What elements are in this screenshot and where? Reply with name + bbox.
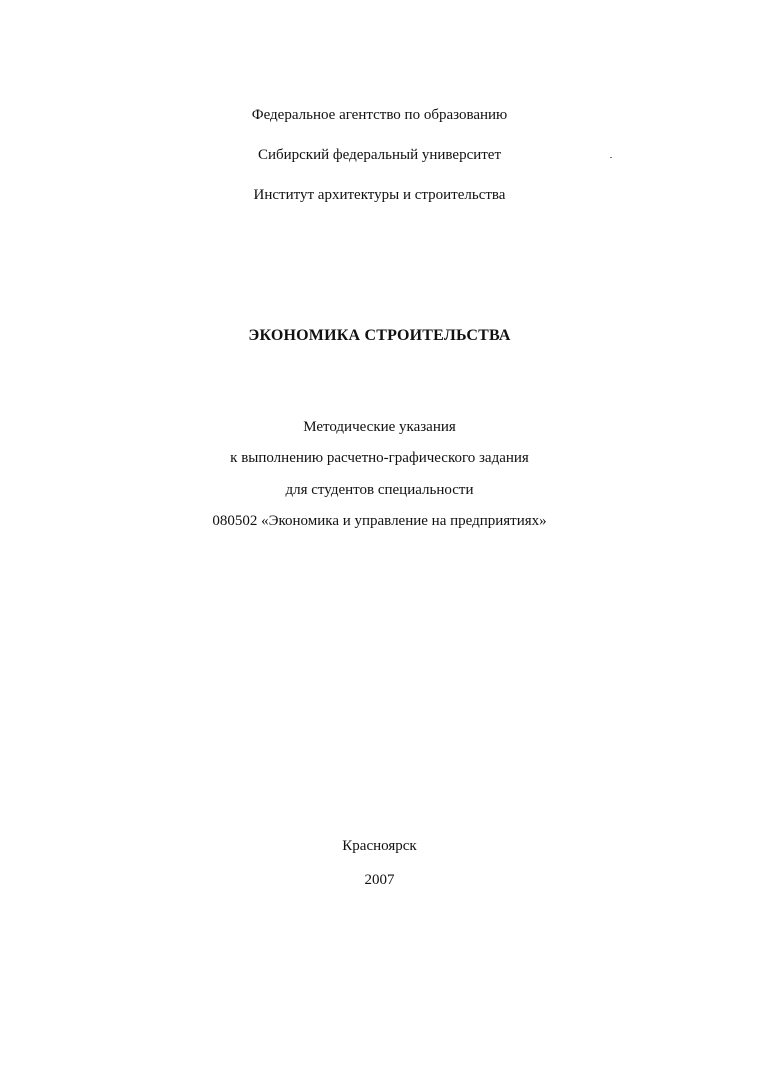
university-name: Сибирский федеральный университет (257, 147, 502, 163)
agency-name: Федеральное агентство по образованию (251, 107, 508, 123)
document-title: ЭКОНОМИКА СТРОИТЕЛЬСТВА (248, 327, 511, 344)
description-line-4: 080502 «Экономика и управление на предприятиях» (212, 513, 547, 529)
description-line-2: к выполнению расчетно-графического задания (230, 450, 529, 466)
description-line-1: Методические указания (303, 419, 456, 435)
institute-name: Институт архитектуры и строительства (253, 187, 506, 203)
city: Красноярск (342, 838, 417, 854)
scan-speck (610, 157, 612, 158)
description-line-3: для студентов специальности (285, 482, 474, 498)
year: 2007 (364, 872, 395, 888)
